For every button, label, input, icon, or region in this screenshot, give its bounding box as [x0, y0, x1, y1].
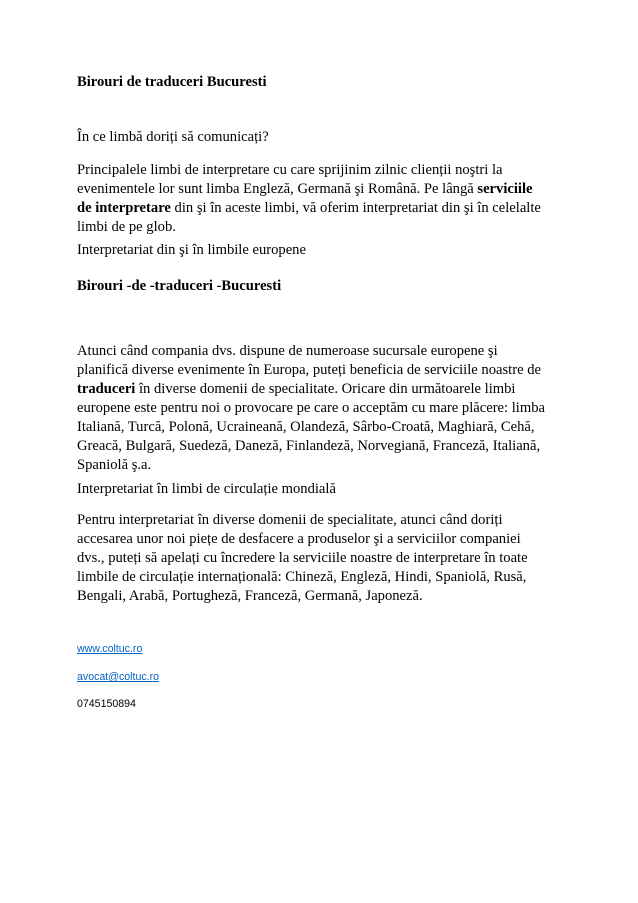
paragraph-line: [77, 199, 541, 218]
paragraph-line: Spaniolă ş.a.: [77, 457, 152, 473]
paragraph-line: [77, 380, 515, 399]
phone-number: 0745150894: [77, 698, 136, 710]
paragraph-line: Principalele limbi de interpretare cu care sprijinim zilnic clienții noştri la: [77, 162, 503, 178]
keyword-heading: Birouri -de -traduceri -Bucuresti: [77, 278, 282, 294]
paragraph-line: Italiană, Turcă, Polonă, Ucraineană, Olandeză, Sârbo-Croată, Maghiară, Cehă,: [77, 419, 535, 435]
website-link[interactable]: www.coltuc.ro: [77, 643, 143, 655]
paragraph-line: accesarea unor noi piețe de desfacere a produselor şi a serviciilor companiei: [77, 531, 521, 547]
text-span: din şi în aceste limbi, vă oferim interpretariat din şi în celelalte: [170, 200, 541, 216]
text-span: în diverse domenii de specialitate. Oricare din următoarele limbi: [135, 381, 516, 397]
paragraph-line: dvs., puteți să apelați cu încredere la serviciile noastre de interpretare în toate: [77, 550, 528, 566]
section-heading-world: Interpretariat în limbi de circulație mondială: [77, 481, 336, 497]
document-title: Birouri de traduceri Bucuresti: [77, 74, 267, 90]
bold-keyword: traduceri: [77, 381, 136, 397]
section-heading-european: Interpretariat din şi în limbile europene: [77, 242, 306, 258]
email-link[interactable]: avocat@coltuc.ro: [77, 671, 160, 683]
paragraph-line: Atunci când compania dvs. dispune de numeroase sucursale europene şi: [77, 343, 498, 359]
paragraph-line: limbi de pe glob.: [77, 219, 176, 235]
paragraph-line: [77, 180, 533, 199]
paragraph-line: planifică diverse evenimente în Europa, puteți beneficia de serviciile noastre de: [77, 362, 541, 378]
paragraph-line: Bengali, Arabă, Portugheză, Franceză, Germană, Japoneză.: [77, 588, 423, 604]
text-span: evenimentele lor sunt limba Engleză, Germană şi Română. Pe lângă: [77, 181, 478, 197]
bold-keyword: de interpretare: [77, 200, 171, 216]
paragraph-line: Greacă, Bulgară, Suedeză, Daneză, Finlandeză, Norvegiană, Franceză, Italiană,: [77, 438, 541, 454]
question-text: În ce limbă doriți să comunicați?: [77, 129, 269, 145]
paragraph-line: limbile de circulație internațională: Chineză, Engleză, Hindi, Spaniolă, Rusă,: [77, 569, 527, 585]
paragraph-line: europene este pentru noi o provocare pe care o acceptăm cu mare plăcere: limba: [77, 400, 545, 416]
paragraph-line: Pentru interpretariat în diverse domenii de specialitate, atunci când doriți: [77, 512, 503, 528]
bold-keyword: serviciile: [477, 181, 533, 197]
